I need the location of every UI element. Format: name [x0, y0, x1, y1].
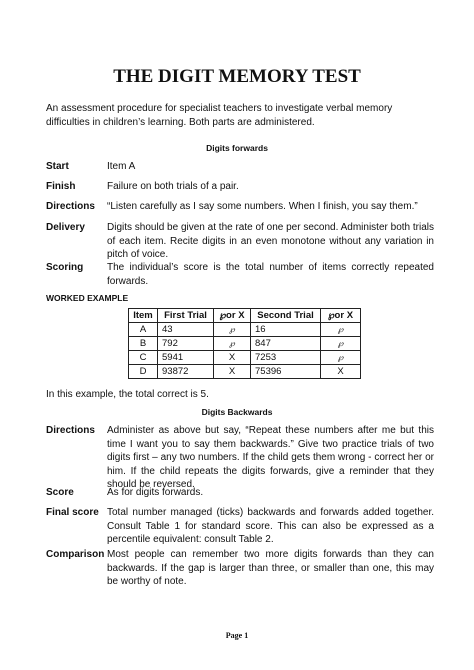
table-row — [129, 365, 361, 379]
cell-second-trial: 7253 — [251, 351, 321, 365]
start-text: Item A — [107, 161, 136, 172]
backwards-directions-label: Directions — [46, 425, 95, 436]
header-item: Item — [129, 309, 158, 323]
delivery-text: Digits should be given at the rate of one per second. Administer both trials of each item. Recite digits in an even monotone without any variation in pitch of voice. — [107, 222, 434, 260]
backwards-directions-text: Administer as above but say, “Repeat these numbers after me but this time I want you to say them backwards.” Give two practice trials of two digits first – any two numbers. If the child gets them wrong - correct her or him. If the child repeats the digits forwards, give a reminder that they should be reversed. — [107, 425, 434, 490]
cell-second-trial: 847 — [251, 337, 321, 351]
header-first-trial: First Trial — [158, 309, 214, 323]
cell-mark-2: ℘ — [321, 337, 361, 351]
delivery-label: Delivery — [46, 222, 85, 233]
comparison-label: Comparison — [46, 549, 105, 560]
total-correct-note: In this example, the total correct is 5. — [46, 389, 209, 400]
final-score-label: Final score — [46, 507, 99, 518]
cell-first-trial: 93872 — [158, 365, 214, 379]
score-text: As for digits forwards. — [107, 487, 204, 498]
scoring-label: Scoring — [46, 262, 84, 273]
cell-mark-1: ℘ — [214, 337, 251, 351]
score-label: Score — [46, 487, 74, 498]
cell-second-trial: 16 — [251, 323, 321, 337]
cell-mark-2: X — [321, 365, 361, 379]
header-second-trial: Second Trial — [251, 309, 321, 323]
cell-first-trial: 792 — [158, 337, 214, 351]
digits-forwards-heading: Digits forwards — [206, 143, 268, 153]
cell-first-trial: 5941 — [158, 351, 214, 365]
cell-mark-2: ℘ — [321, 323, 361, 337]
digits-backwards-heading: Digits Backwards — [201, 407, 273, 417]
scoring-text: The individual’s score is the total number of items correctly repeated forwards. — [107, 262, 434, 287]
worked-example-table — [128, 308, 361, 379]
cell-mark-1: ℘ — [214, 323, 251, 337]
cell-second-trial: 75396 — [251, 365, 321, 379]
finish-label: Finish — [46, 181, 76, 192]
table-header-row — [129, 309, 361, 323]
directions-text: “Listen carefully as I say some numbers. When I finish, you say them.” — [107, 201, 418, 212]
cell-item: D — [129, 365, 158, 379]
cell-mark-2: ℘ — [321, 351, 361, 365]
cell-mark-1: X — [214, 365, 251, 379]
cell-item: A — [129, 323, 158, 337]
cell-item: B — [129, 337, 158, 351]
worked-example-heading: WORKED EXAMPLE — [46, 293, 129, 303]
start-label: Start — [46, 161, 69, 172]
table-row — [129, 337, 361, 351]
comparison-text: Most people can remember two more digits forwards than they can backwards. If the gap is larger than three, or smaller than one, this may be worthy of note. — [107, 549, 434, 587]
finish-text: Failure on both trials of a pair. — [107, 181, 239, 192]
cell-item: C — [129, 351, 158, 365]
intro-paragraph: An assessment procedure for specialist teachers to investigate verbal memory difficulties in children’s learning. Both parts are administered. — [46, 103, 393, 128]
cell-mark-1: X — [214, 351, 251, 365]
table-row — [129, 351, 361, 365]
table-row — [129, 323, 361, 337]
page-number: Page 1 — [225, 631, 249, 640]
header-mark-2: ℘or X — [321, 309, 361, 323]
final-score-text: Total number managed (ticks) backwards and forwards added together. Consult Table 1 for standard score. This can also be expressed as a percentile equivalent: consult Table 2. — [107, 507, 434, 545]
page-title: THE DIGIT MEMORY TEST — [113, 66, 361, 87]
header-mark-1: ℘or X — [214, 309, 251, 323]
directions-label: Directions — [46, 201, 95, 212]
cell-first-trial: 43 — [158, 323, 214, 337]
